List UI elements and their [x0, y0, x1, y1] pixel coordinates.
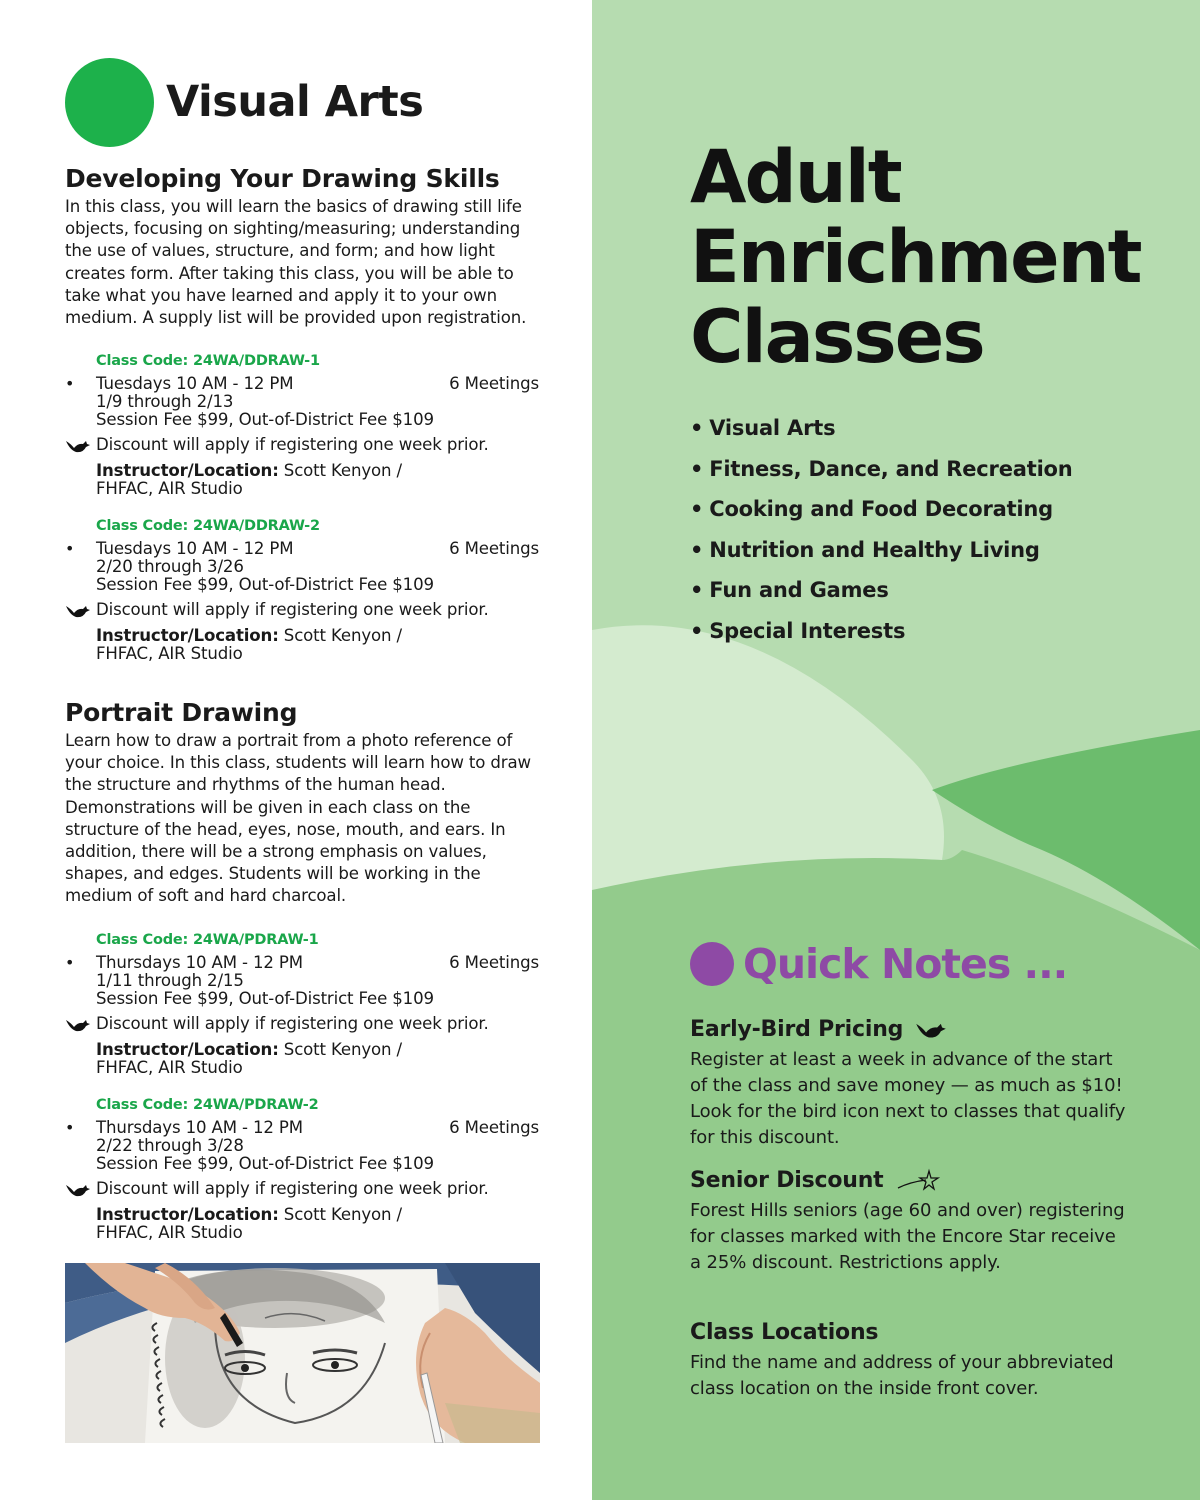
class-fees: Session Fee $99, Out-of-District Fee $109 — [96, 575, 434, 594]
class-schedule: Tuesdays 10 AM - 12 PM — [96, 374, 294, 393]
bullet-icon: • — [690, 537, 704, 562]
location: FHFAC, AIR Studio — [96, 479, 243, 498]
hero-title — [690, 135, 1141, 380]
meetings-count: 6 Meetings — [449, 374, 539, 393]
green-circle-icon — [65, 58, 154, 147]
class-fees: Session Fee $99, Out-of-District Fee $109 — [96, 989, 434, 1008]
note-senior-discount — [690, 1166, 1130, 1276]
bullet-icon: • — [65, 953, 75, 972]
note-class-locations — [690, 1318, 1130, 1402]
bird-icon — [65, 438, 91, 454]
class-schedule: Thursdays 10 AM - 12 PM — [96, 953, 303, 972]
note-title: Early-Bird Pricing — [690, 1015, 1130, 1045]
location: FHFAC, AIR Studio — [96, 644, 243, 663]
instructor-location: Instructor/Location: Scott Kenyon / — [96, 1040, 402, 1059]
quick-notes-header — [690, 940, 1067, 988]
category-item: • Nutrition and Healthy Living — [690, 537, 1040, 562]
instructor-location: Instructor/Location: Scott Kenyon / — [96, 626, 402, 645]
class-fees: Session Fee $99, Out-of-District Fee $109 — [96, 1154, 434, 1173]
category-item: • Cooking and Food Decorating — [690, 497, 1054, 522]
category-item: • Special Interests — [690, 618, 906, 643]
class-code: Class Code: 24WA/DDRAW-2 — [96, 518, 320, 534]
bird-icon — [65, 1017, 91, 1033]
note-body: Register at least a week in advance of the start of the class and save money — as much as $10! Look for the bird icon next to classes that qualify for this discount. — [690, 1049, 1126, 1148]
course-title: Developing Your Drawing Skills — [65, 164, 500, 193]
left-column — [0, 0, 592, 1500]
instructor-location: Instructor/Location: Scott Kenyon / — [96, 1205, 402, 1224]
bird-icon — [65, 1182, 91, 1198]
category-list — [690, 408, 1073, 652]
section-header — [65, 57, 423, 147]
class-schedule: Thursdays 10 AM - 12 PM — [96, 1118, 303, 1137]
meetings-count: 6 Meetings — [449, 539, 539, 558]
hero-line: Classes — [690, 295, 984, 380]
right-panel — [592, 0, 1200, 1500]
location: FHFAC, AIR Studio — [96, 1223, 243, 1242]
course-drawing-skills — [65, 164, 545, 329]
meetings-count: 6 Meetings — [449, 1118, 539, 1137]
note-title: Class Locations — [690, 1320, 879, 1345]
course-description: Learn how to draw a portrait from a photo reference of your choice. In this class, students will learn how to draw the structure and rhythms of the human head. Demonstrations will be given in each class on the structure of the head, eyes, nose, mouth, and ears. In addition, there will be a strong emphasis on values, shapes, and edges. Students will be working in the medium of soft and hard charcoal. — [65, 731, 531, 906]
discount-note: Discount will apply if registering one week prior. — [96, 1014, 489, 1033]
class-code: Class Code: 24WA/PDRAW-1 — [96, 932, 319, 948]
note-title: Senior Discount — [690, 1166, 1130, 1196]
class-dates: 1/11 through 2/15 — [96, 971, 244, 990]
bullet-icon: • — [690, 497, 704, 522]
encore-star-icon — [896, 1168, 942, 1194]
discount-note: Discount will apply if registering one week prior. — [96, 435, 489, 454]
discount-note: Discount will apply if registering one week prior. — [96, 1179, 489, 1198]
quick-notes-title: Quick Notes ... — [743, 940, 1068, 988]
class-dates: 2/20 through 3/26 — [96, 557, 244, 576]
course-portrait-drawing — [65, 698, 545, 908]
note-body: Forest Hills seniors (age 60 and over) registering for classes marked with the Encore Star receive a 25% discount. Restrictions apply. — [690, 1200, 1125, 1273]
section-title: Visual Arts — [166, 77, 424, 127]
bird-icon — [65, 603, 91, 619]
bullet-icon: • — [690, 618, 704, 643]
discount-note: Discount will apply if registering one week prior. — [96, 600, 489, 619]
course-title: Portrait Drawing — [65, 698, 298, 727]
course-description: In this class, you will learn the basics of drawing still life objects, focusing on sighting/measuring; understanding the use of values, structure, and form; and how light creates form. After taking this class, you will be able to take what you have learned and apply it to your own medium. A supply list will be provided upon registration. — [65, 197, 527, 328]
drawing-photo — [65, 1263, 540, 1443]
category-item: • Fitness, Dance, and Recreation — [690, 456, 1073, 481]
instructor-location: Instructor/Location: Scott Kenyon / — [96, 461, 402, 480]
class-code: Class Code: 24WA/PDRAW-2 — [96, 1097, 319, 1113]
note-early-bird — [690, 1015, 1130, 1151]
class-dates: 1/9 through 2/13 — [96, 392, 234, 411]
purple-circle-icon — [690, 942, 734, 986]
bullet-icon: • — [690, 578, 704, 603]
bullet-icon: • — [65, 539, 75, 558]
drawing-photo-illustration — [65, 1263, 540, 1443]
bird-icon — [915, 1020, 947, 1040]
hero-line: Enrichment — [690, 215, 1141, 300]
category-item: • Visual Arts — [690, 416, 836, 440]
category-item: • Fun and Games — [690, 578, 889, 603]
hero-line: Adult — [690, 135, 901, 220]
bullet-icon: • — [65, 374, 75, 393]
meetings-count: 6 Meetings — [449, 953, 539, 972]
class-code: Class Code: 24WA/DDRAW-1 — [96, 353, 320, 369]
class-fees: Session Fee $99, Out-of-District Fee $109 — [96, 410, 434, 429]
bullet-icon: • — [690, 416, 704, 440]
note-body: Find the name and address of your abbreviated class location on the inside front cover. — [690, 1352, 1114, 1399]
location: FHFAC, AIR Studio — [96, 1058, 243, 1077]
class-schedule: Tuesdays 10 AM - 12 PM — [96, 539, 294, 558]
bullet-icon: • — [690, 456, 704, 481]
bullet-icon: • — [65, 1118, 75, 1137]
class-dates: 2/22 through 3/28 — [96, 1136, 244, 1155]
